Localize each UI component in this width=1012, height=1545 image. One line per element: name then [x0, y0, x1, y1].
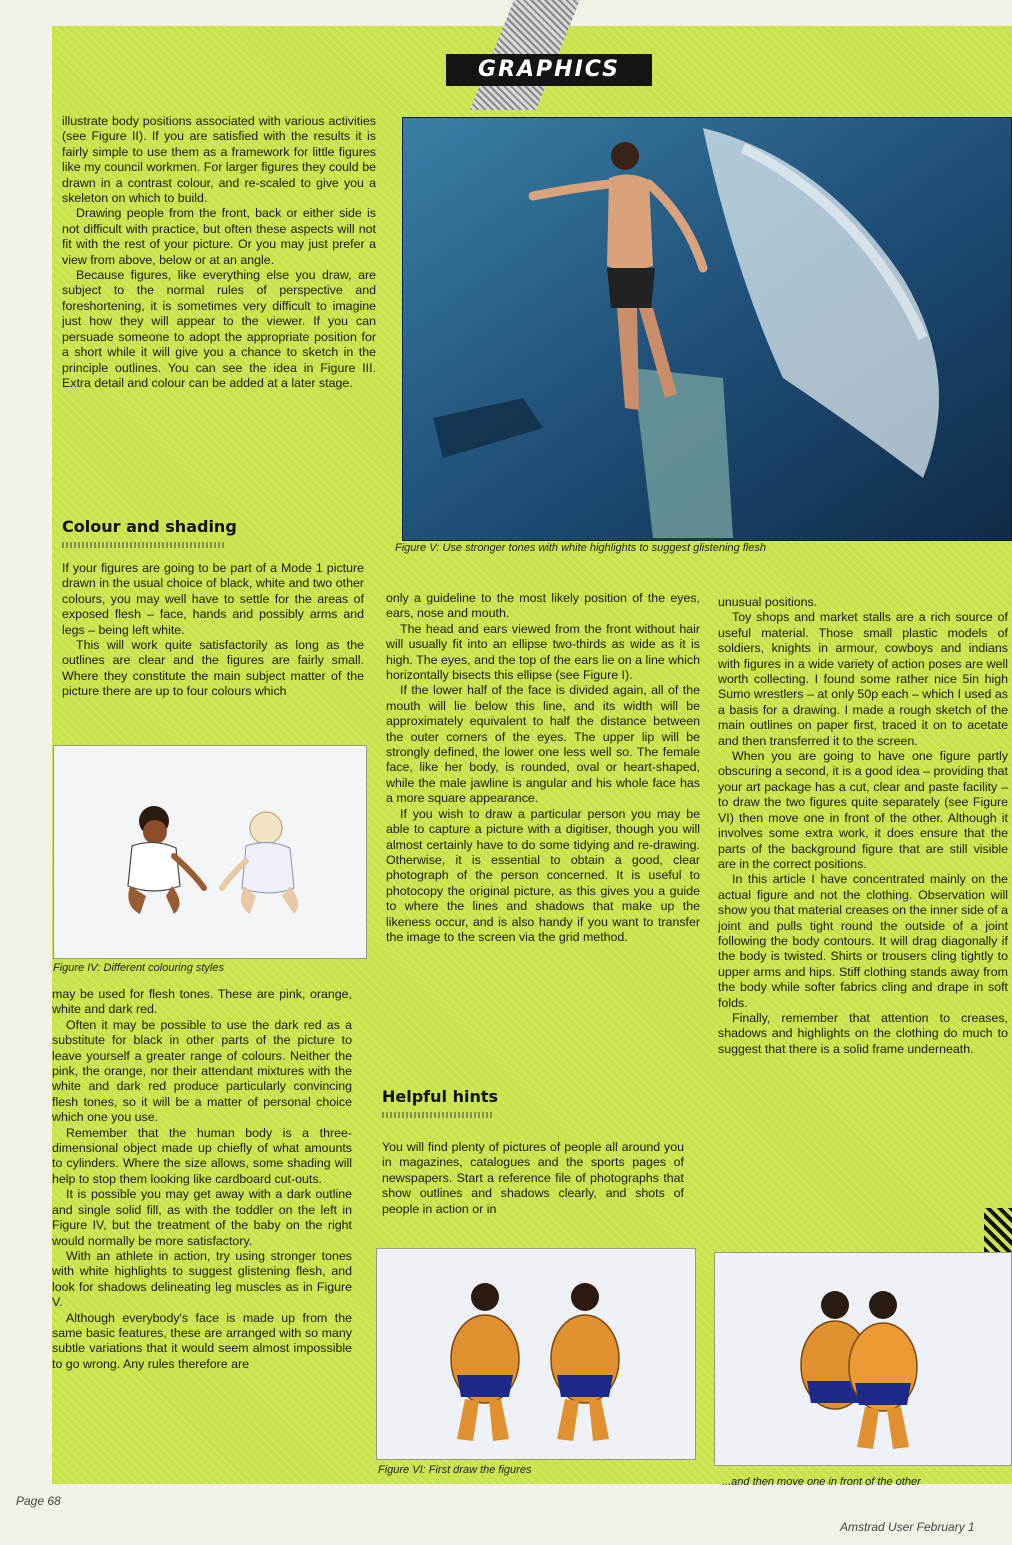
figure-6-right-caption: ...and then move one in front of the other — [722, 1476, 921, 1488]
paragraph: only a guideline to the most likely position of the eyes, ears, nose and mouth. — [386, 591, 700, 621]
paragraph: Drawing people from the front, back or either side is not difficult with practice, but often these aspects will not fit with the rest of your picture. Or you may just prefer a view from above, below or at an angle. — [62, 206, 376, 267]
column2-hints-text — [382, 1140, 684, 1217]
paragraph: Remember that the human body is a three-dimensional object made up chiefly of what amounts to cylinders. Where the size allows, some shading will help to stop them looking like cardboard cut-outs. — [52, 1125, 352, 1186]
figure-5-image — [402, 117, 1012, 541]
figure-6-right-image — [714, 1252, 1012, 1466]
paragraph: Although everybody's face is made up from the same basic features, these are arranged with so many subtle variations that it would seem almost impossible to go wrong. Any rules therefore are — [52, 1310, 352, 1371]
figure-4-caption: Figure IV: Different colouring styles — [53, 962, 224, 974]
paragraph: You will find plenty of pictures of people all around you in magazines, catalogues and the sports pages of newspapers. Start a reference file of photographs that show outlines and shadows clearly, and shots of people in action or in — [382, 1140, 684, 1216]
paragraph: Toy shops and market stalls are a rich source of useful material. Those small plastic models of soldiers, knights in armour, cowboys and indians with figures in a wide variety of action poses are well worth collecting. I found some rather nice 5in high Sumo wrestlers – at only 50p each – which I used as a basis for a drawing. I made a rough sketch of the main outlines on paper first, traced it on to acetate and then transferred it to the screen. — [718, 610, 1008, 748]
column3-text — [718, 595, 1008, 1207]
figure-6-sumo-overlap-illustration — [715, 1253, 1011, 1465]
figure-6-left-caption: Figure VI: First draw the figures — [378, 1464, 532, 1476]
paragraph: If your figures are going to be part of a Mode 1 picture drawn in the usual choice of black, white and two other colours, you may well have to settle for the areas of exposed flesh – face, hands and possibly arms and legs – being left white. — [62, 561, 364, 637]
paragraph: Often it may be possible to use the dark red as a substitute for black in other parts of the picture to leave yourself a greater range of colours. Neither the pink, the orange, nor their attendant mixtures with the white and dark red produce particularly convincing flesh tones, so it will be a matter of personal choice which one you use. — [52, 1017, 352, 1125]
figure-5-caption: Figure V: Use stronger tones with white highlights to suggest glistening flesh — [395, 542, 766, 554]
magazine-footer: Amstrad User February 1 — [840, 1520, 975, 1534]
figure-6-sumo-separate-illustration — [377, 1249, 695, 1459]
paragraph: illustrate body positions associated with various activities (see Figure II). If you are satisfied with the results it is fairly simple to use them as a framework for little figures like my council workmen. For larger figures they could be drawn in a contrast colour, and re-scaled to give you a skeleton on which to build. — [62, 114, 376, 206]
column1-top-text — [62, 114, 376, 391]
heading-helpful-hints: Helpful hints — [382, 1087, 499, 1106]
figure-6-left-image — [376, 1248, 696, 1460]
figure-5-surfer-illustration — [403, 118, 1011, 540]
heading-underline — [382, 1112, 492, 1118]
paragraph: In this article I have concentrated mainly on the actual figure and not the clothing. Observation will show you that material creases on the inner side of a joint and pulls tight round the outside of a joint following the body contours. It will drag diagonally if the body is twisted. Shirts or trousers cling tightly to upper arms and hips. Stiff clothing stands away from the body while softer fabrics cling and drape in soft folds. — [718, 872, 1008, 1010]
column1-mid-text — [62, 561, 364, 700]
column2-text — [386, 591, 700, 945]
paragraph: Because figures, like everything else you draw, are subject to the normal rules of perspective and foreshortening, it is sometimes very difficult to imagine just how they will appear to the viewer. If you can persuade someone to adopt the appropriate position for a short while it will give you a chance to sketch in the principle outlines. You can see the idea in Figure III. Extra detail and colour can be added at a later stage. — [62, 268, 376, 390]
paragraph: The head and ears viewed from the front without hair will usually fit into an ellipse two-thirds as wide as it is high. The eyes, and the top of the ears lie on a line which horizontally bisects this ellipse (see Figure I). — [386, 621, 700, 683]
figure-4-babies-illustration — [54, 746, 366, 958]
page-number: Page 68 — [16, 1494, 61, 1508]
figure-4-image — [53, 745, 367, 959]
heading-underline — [62, 542, 226, 548]
paragraph: If you wish to draw a particular person you may be able to capture a picture with a digitiser, though you will almost certainly have to do some tidying and re-drawing. Otherwise, it is essential to obtain a good, clear photograph of the person concerned. It is useful to photocopy the original picture, as this gives you a guide to where the lines and shadows that make up the likeness occur, and is also handy if you want to transfer the image to the screen via the grid method. — [386, 806, 700, 944]
section-header-title: GRAPHICS — [478, 57, 620, 82]
paragraph: It is possible you may get away with a dark outline and single solid fill, as with the toddler on the left in Figure IV, but the treatment of the baby on the right would normally be more satisfactory. — [52, 1187, 352, 1248]
paragraph: With an athlete in action, try using stronger tones with white highlights to suggest glistening flesh, and look for shadows delineating leg muscles as in Figure V. — [52, 1248, 352, 1310]
paragraph: unusual positions. — [718, 595, 818, 609]
paragraph: Finally, remember that attention to creases, shadows and highlights on the clothing do much to suggest that there is a solid frame underneath. — [718, 1010, 1008, 1056]
column1-bottom-text — [52, 987, 352, 1372]
paragraph: This will work quite satisfactorily as long as the outlines are clear and the figures are fairly small. Where they constitute the main subject matter of the picture there are up to four colours which — [62, 638, 364, 699]
paragraph: When you are going to have one figure partly obscuring a second, it is a good idea – providing that your art package has a cut, clear and paste facility – to draw the two figures quite separately (see Figure VI) then move one in front of the other. Although it involves some extra work, it does ensure that the parts of the background figure that are still visible are in the correct positions. — [718, 749, 1008, 871]
paragraph: If the lower half of the face is divided again, all of the mouth will lie below this line, and its width will be approximately equivalent to half the distance between the outer corners of the eyes. The upper lip will be strongly defined, the lower one less well so. The female face, like her body, is rounded, oval or heart-shaped, while the male jawline is angular and his whole face has a more square appearance. — [386, 683, 700, 806]
end-of-article-mark — [984, 1208, 1012, 1252]
paragraph: may be used for flesh tones. These are pink, orange, white and dark red. — [52, 987, 352, 1017]
heading-colour-and-shading: Colour and shading — [62, 517, 237, 536]
